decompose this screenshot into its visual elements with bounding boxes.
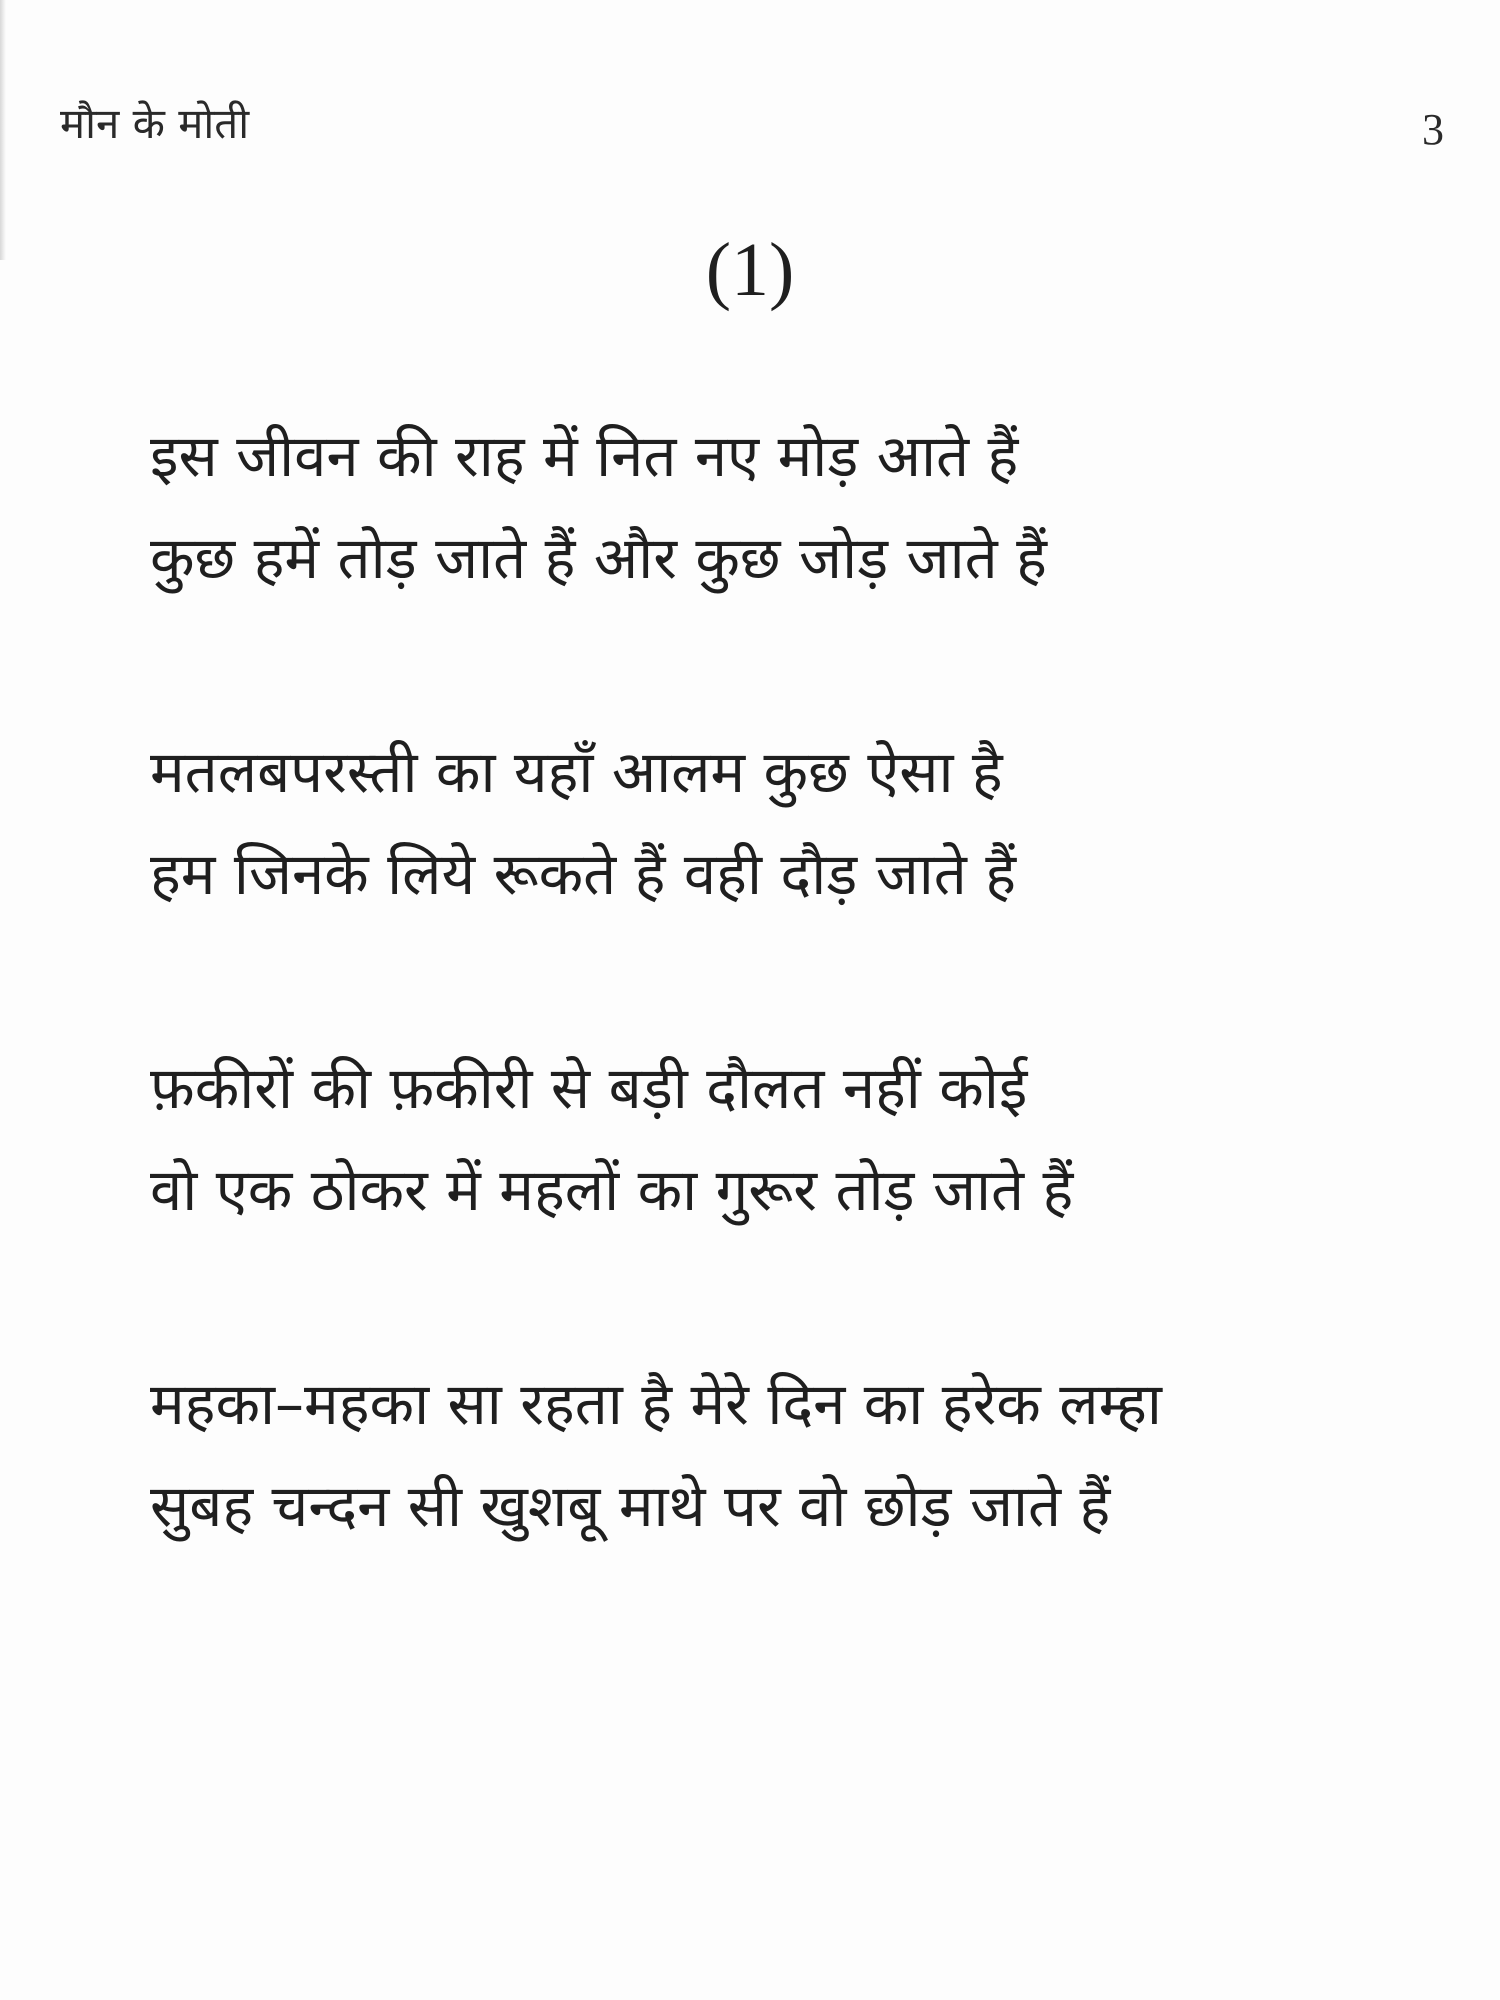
poem-body [150, 405, 1400, 1669]
page-edge-shadow [0, 0, 6, 260]
poem-line: सुबह चन्दन सी खुशबू माथे पर वो छोड़ जाते हैं [150, 1472, 1111, 1540]
poem-line: इस जीवन की राह में नित नए मोड़ आते हैं [150, 422, 1019, 490]
poem-line: हम जिनके लिये रूकते हैं वही दौड़ जाते हैं [150, 840, 1017, 908]
stanza [150, 405, 1400, 609]
page-number: 3 [1422, 105, 1444, 154]
poem-line: फ़कीरों की फ़कीरी से बड़ी दौलत नहीं कोई [150, 1054, 1028, 1122]
stanza [150, 721, 1400, 925]
stanza [150, 1353, 1400, 1557]
poem-number: (1) [705, 228, 795, 312]
poem-line: कुछ हमें तोड़ जाते हैं और कुछ जोड़ जाते हैं [150, 524, 1047, 592]
running-head-title: मौन के मोती [60, 99, 250, 148]
poem-line: मतलबपरस्ती का यहाँ आलम कुछ ऐसा है [150, 738, 1003, 806]
poem-line: महका–महका सा रहता है मेरे दिन का हरेक लम्हा [150, 1370, 1162, 1438]
stanza [150, 1037, 1400, 1241]
poem-line: वो एक ठोकर में महलों का गुरूर तोड़ जाते हैं [150, 1156, 1074, 1224]
